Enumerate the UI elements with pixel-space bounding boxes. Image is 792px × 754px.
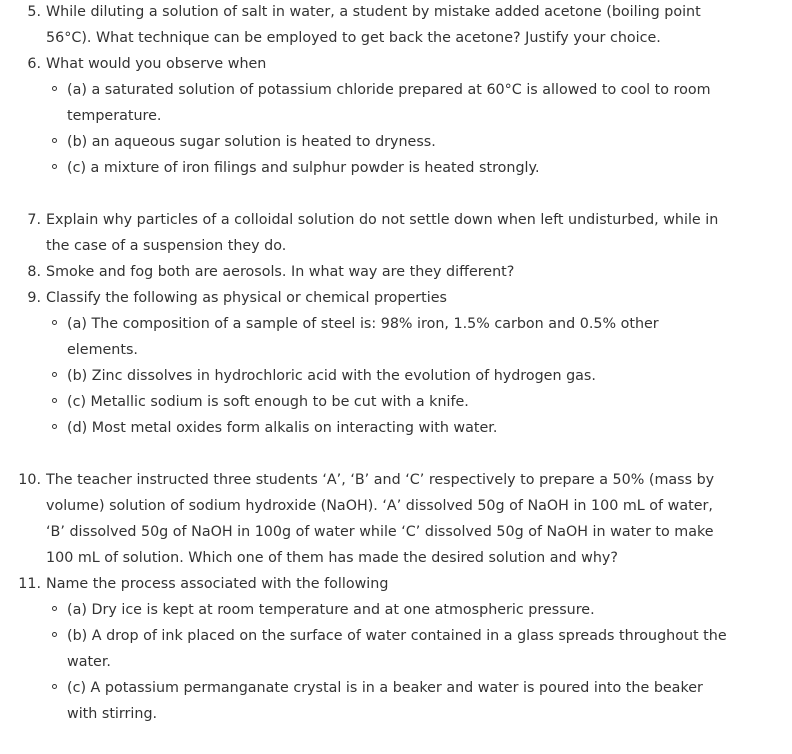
sub-question-text: (b) Zinc dissolves in hydrochloric acid with the evolution of hydrogen gas. xyxy=(67,368,596,384)
bullet-circle-icon xyxy=(52,164,57,169)
question-number: 11. xyxy=(18,576,41,592)
spacer xyxy=(0,441,792,467)
question-text: Smoke and fog both are aerosols. In what way are they different? xyxy=(46,264,515,280)
sub-question xyxy=(46,597,727,623)
sub-question xyxy=(46,389,727,415)
question-5 xyxy=(0,0,726,51)
sub-question xyxy=(46,77,727,129)
sub-question-text: (d) Most metal oxides form alkalis on interacting with water. xyxy=(67,420,498,436)
sub-question xyxy=(46,311,727,363)
sub-question xyxy=(46,363,727,389)
bullet-circle-icon xyxy=(52,372,57,377)
sub-question xyxy=(46,623,727,675)
question-8 xyxy=(0,259,726,285)
sub-question-text: (a) The composition of a sample of steel is: 98% iron, 1.5% carbon and 0.5% other elements. xyxy=(67,316,659,358)
question-number: 6. xyxy=(27,56,41,72)
sub-question-text: (c) a mixture of iron filings and sulphur powder is heated strongly. xyxy=(67,160,540,176)
question-text: While diluting a solution of salt in water, a student by mistake added acetone (boiling point 56°C). What technique can be employed to get back the acetone? Justify your choice. xyxy=(46,4,701,46)
bullet-circle-icon xyxy=(52,320,57,325)
question-text: What would you observe when xyxy=(46,56,267,72)
sub-question-text: (c) Metallic sodium is soft enough to be cut with a knife. xyxy=(67,394,469,410)
question-number: 9. xyxy=(27,290,41,306)
sub-question-text: (b) an aqueous sugar solution is heated to dryness. xyxy=(67,134,436,150)
sub-question-list xyxy=(46,597,726,727)
question-6 xyxy=(0,51,726,181)
sub-question-list xyxy=(46,311,726,441)
question-10 xyxy=(0,467,726,571)
question-9 xyxy=(0,285,726,441)
bullet-circle-icon xyxy=(52,138,57,143)
sub-question xyxy=(46,415,727,441)
bullet-circle-icon xyxy=(52,606,57,611)
sub-question-text: (c) A potassium permanganate crystal is in a beaker and water is poured into the beaker with stirring. xyxy=(67,680,703,722)
spacer xyxy=(0,181,792,207)
sub-question-text: (b) A drop of ink placed on the surface of water contained in a glass spreads throughout the water. xyxy=(67,628,727,670)
bullet-circle-icon xyxy=(52,684,57,689)
question-number: 8. xyxy=(27,264,41,280)
bullet-circle-icon xyxy=(52,398,57,403)
bullet-circle-icon xyxy=(52,632,57,637)
bullet-circle-icon xyxy=(52,424,57,429)
sub-question-text: (a) a saturated solution of potassium chloride prepared at 60°C is allowed to cool to room temperature. xyxy=(67,82,711,124)
question-text: Classify the following as physical or chemical properties xyxy=(46,290,447,306)
question-number: 5. xyxy=(27,4,41,20)
sub-question xyxy=(46,129,727,155)
bullet-circle-icon xyxy=(52,86,57,91)
question-7 xyxy=(0,207,726,259)
question-text: Name the process associated with the following xyxy=(46,576,389,592)
sub-question-list xyxy=(46,77,726,181)
sub-question xyxy=(46,155,727,181)
question-text: Explain why particles of a colloidal solution do not settle down when left undisturbed, while in the case of a suspension they do. xyxy=(46,212,719,254)
sub-question xyxy=(46,675,727,727)
sub-question-text: (a) Dry ice is kept at room temperature and at one atmospheric pressure. xyxy=(67,602,595,618)
question-text: The teacher instructed three students ‘A’, ‘B’ and ‘C’ respectively to prepare a 50% (mass by volume) solution of sodium hydroxide (NaOH). ‘A’ dissolved 50g of NaOH in 100 mL of water, ‘B’ dissolved 50g of NaOH in 100g of water while ‘C’ dissolved 50g of NaOH in water to make 100 mL of solution. Which one of them has made the desired solution and why? xyxy=(46,472,715,566)
question-11 xyxy=(0,571,726,727)
question-number: 7. xyxy=(27,212,41,228)
question-number: 10. xyxy=(18,472,41,488)
